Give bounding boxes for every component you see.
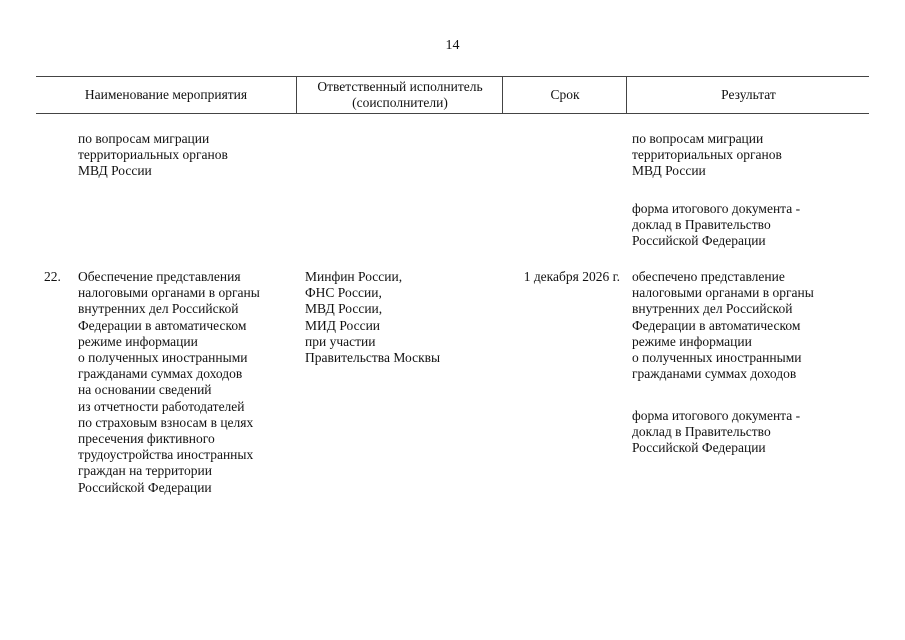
header-deadline: Срок bbox=[502, 77, 627, 113]
continued-event-text: по вопросам миграции территориальных органов МВД России bbox=[78, 131, 228, 179]
row-number: 22. bbox=[44, 269, 61, 284]
header-event-name: Наименование мероприятия bbox=[84, 87, 248, 102]
continued-result-form: форма итогового документа - доклад в Правительство Российской Федерации bbox=[632, 201, 801, 249]
row-event-text: Обеспечение представления налоговыми органами в органы внутренних дел Российской Федерации в автоматическом режиме информации о полученных иностранными гражданами суммах доходов на основании сведений из отчетности работодателей по страховым взносам в целях пресечения фиктивного трудоустройства иностранных граждан на территории Российской Федерации bbox=[78, 269, 260, 495]
row-deadline: 1 декабря 2026 г. bbox=[523, 269, 620, 284]
header-responsible: Ответственный исполнитель (соисполнители) bbox=[296, 77, 503, 113]
header-result: Результат bbox=[626, 77, 870, 113]
table-header bbox=[36, 76, 869, 114]
row-result-form: форма итогового документа - доклад в Правительство Российской Федерации bbox=[632, 408, 801, 456]
row-result-text: обеспечено представление налоговыми органами в органы внутренних дел Российской Федерации в автоматическом режиме информации о полученных иностранными гражданами суммах доходов bbox=[632, 269, 814, 382]
page-number: 14 bbox=[445, 38, 460, 53]
row-responsible-text: Минфин России, ФНС России, МВД России, МИД России при участии Правительства Москвы bbox=[305, 269, 441, 366]
continued-result-text: по вопросам миграции территориальных органов МВД России bbox=[632, 131, 782, 179]
